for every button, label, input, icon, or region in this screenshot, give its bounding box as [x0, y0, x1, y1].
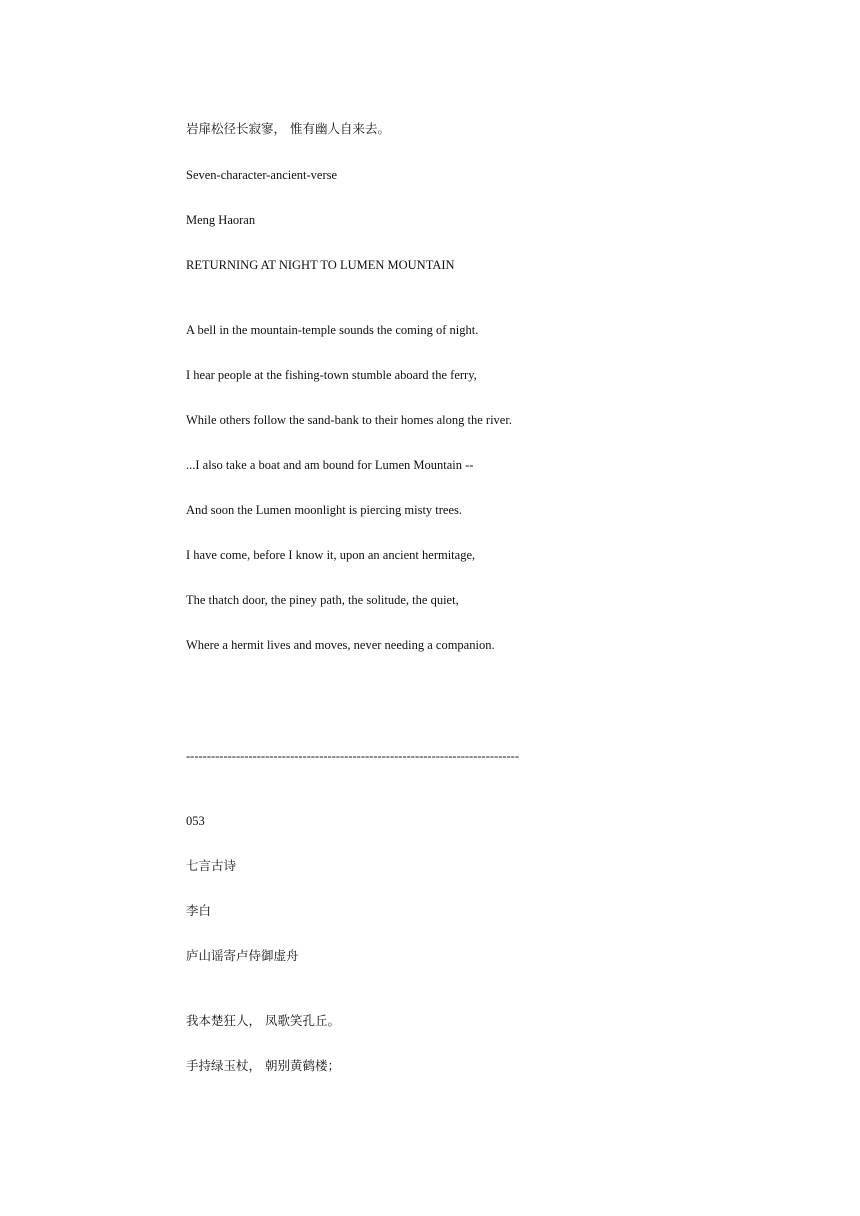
poem-author: 李白: [186, 903, 212, 918]
poem-title: RETURNING AT NIGHT TO LUMEN MOUNTAIN: [186, 258, 455, 272]
poem-author: Meng Haoran: [186, 213, 256, 227]
section-divider: --------------------------------------------------------------------------------: [186, 749, 520, 763]
poem-line: ...I also take a boat and am bound for Lumen Mountain --: [186, 458, 474, 472]
poem-line: I hear people at the fishing-town stumble aboard the ferry,: [186, 368, 477, 382]
poem-line: The thatch door, the piney path, the solitude, the quiet,: [186, 593, 459, 607]
poem-line: I have come, before I know it, upon an ancient hermitage,: [186, 548, 476, 562]
poem-number: 053: [186, 814, 205, 828]
poem-title: 庐山谣寄卢侍御虚舟: [186, 948, 299, 963]
poem-line: And soon the Lumen moonlight is piercing misty trees.: [186, 503, 463, 517]
poem-form-label: Seven-character-ancient-verse: [186, 168, 338, 182]
poem-line: A bell in the mountain-temple sounds the coming of night.: [186, 323, 479, 337]
poem-line: While others follow the sand-bank to their homes along the river.: [186, 413, 512, 427]
poem-line: 我本楚狂人， 凤歌笑孔丘。: [186, 1013, 340, 1028]
poem-line: Where a hermit lives and moves, never needing a companion.: [186, 638, 495, 652]
poem-form-label: 七言古诗: [186, 858, 237, 873]
previous-poem-chinese-closing-line: 岩扉松径长寂寥， 惟有幽人自来去。: [186, 121, 390, 136]
poem-line: 手持绿玉杖， 朝别黄鹤楼；: [186, 1058, 340, 1073]
